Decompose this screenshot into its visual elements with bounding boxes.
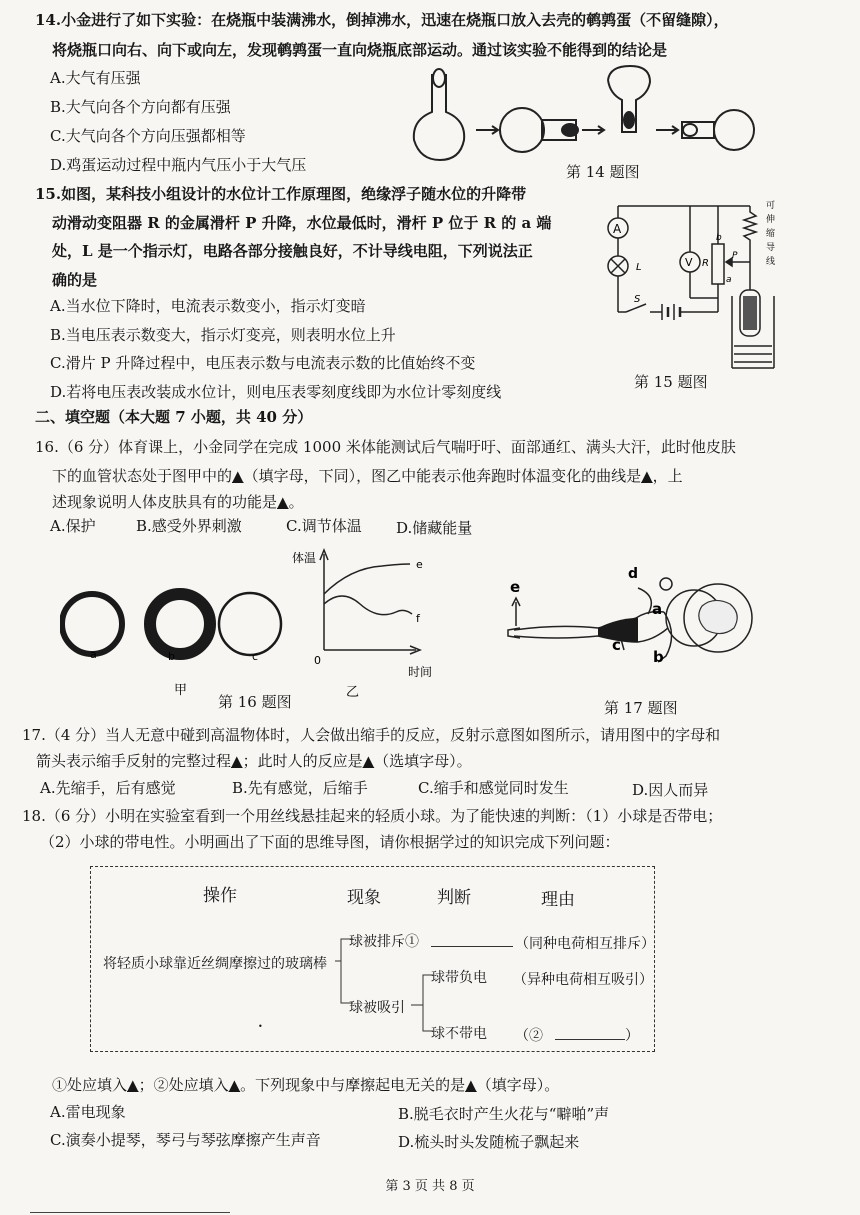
q18-fill-text-d: （填字母）。 [476,1076,560,1094]
y-axis-label: 体温 [292,551,317,565]
curve-label-f: f [416,612,420,625]
q14-option-a: A.大气有压强 [50,69,141,87]
q14-option-c: C.大气向各个方向压强都相等 [50,127,246,145]
circle-label-a: a [90,648,97,661]
q18-fill-line [52,1075,559,1095]
q16-blank-3: ▲ [277,493,289,511]
curve-e [324,564,410,594]
mindmap-dot: • [258,1022,263,1031]
q15-stem-line2: 动滑动变阻器 R 的金属滑杆 P 升降，水位最低时，滑杆 P 位于 R 的 a 端 [52,214,552,232]
q18-option-d: D.梳头时头发随梳子飘起来 [398,1133,580,1151]
page-footer: 第 3 页 共 8 页 [385,1179,475,1194]
switch-label: S [634,294,641,305]
resistor-label: R [702,258,709,269]
circle-label-b: b [168,650,175,663]
q17-option-d: D.因人而异 [632,781,709,799]
q18-option-a: A.雷电现象 [50,1103,126,1121]
reflex-label-a: a [652,600,663,618]
q17-caption: 第 17 题图 [604,699,678,717]
mindmap-neutral-reason-close: ） [625,1028,639,1044]
mindmap-operation: 将轻质小球靠近丝绸摩擦过的玻璃棒 [103,956,327,972]
q15-option-a: A.当水位下降时，电流表示数变小，指示灯变暗 [50,297,366,315]
ammeter-label: A [613,222,622,236]
reflex-label-d: d [628,566,639,582]
q18-fill-text-c: 。下列现象中与摩擦起电无关的是 [240,1076,466,1094]
q17-reflex-figure [498,566,778,688]
q15-stem-line3: 处，L 是一个指示灯，电路各部分接触良好，不计导线电阻，下列说法正 [52,242,533,260]
q17-blank-1: ▲ [231,752,243,770]
mindmap-negative: 球带负电 [431,970,487,986]
mindmap-repel: 球被排斥① [349,934,419,950]
bottom-edge-line [30,1212,230,1213]
wire-label-3: 缩 [766,229,776,239]
q17-line2-text-a: 箭头表示缩手反射的完整过程 [36,752,232,770]
q16-caption: 第 16 题图 [218,693,292,711]
yi-label: 乙 [346,685,360,700]
q17-option-b: B.先有感觉，后缩手 [232,779,368,797]
q15-option-c: C.滑片 P 升降过程中，电压表示数与电流表示数的比值始终不变 [50,354,476,372]
q18-line2: （2）小球的带电性。小明画出了下面的思维导图，请你根据学过的知识完成下列问题： [40,833,620,851]
q16-blank-2: ▲ [641,467,653,485]
q16-line3 [52,492,304,512]
q16-blank-1: ▲ [232,467,244,485]
q15-option-d: D.若将电压表改装成水位计，则电压表零刻度线即为水位计零刻度线 [50,383,502,401]
q17-option-c: C.缩手和感觉同时发生 [418,779,569,797]
q16-option-d: D.储藏能量 [396,519,473,537]
wire-label-1: 可 [766,201,776,211]
q15-option-b: B.当电压表示数变大，指示灯变亮，则表明水位上升 [50,326,396,344]
slider-label: P [732,251,738,261]
curve-f [324,596,412,615]
mindmap-header-phenomenon: 现象 [347,888,381,908]
mindmap-neutral-reason-open: （② [515,1028,543,1044]
wire-label-4: 导 [766,243,776,253]
q17-blank-2: ▲ [362,752,375,770]
q16-line2 [52,466,683,486]
mindmap-neutral: 球不带电 [431,1026,487,1042]
q18-mindmap-box [90,866,655,1052]
q18-blank-1: ▲ [127,1076,139,1094]
q14-caption: 第 14 题图 [566,163,640,181]
q16-line2-text-b: （填字母，下同），图乙中能表示他奔跑时体温变化的曲线是 [243,467,642,485]
reflex-label-b: b [653,648,664,666]
q16-line2-text-c: ，上 [652,467,683,485]
mindmap-negative-reason: （异种电荷相互吸引） [513,972,653,988]
q16-figure [60,546,460,710]
q15-stem-line4: 确的是 [52,271,98,289]
q18-line1: 18.（6 分）小明在实验室看到一个用丝线悬挂起来的轻质小球。为了能快速的判断：（1）小球是否带电； [22,807,723,825]
q17-line2-text-b: ；此时人的反应是 [242,752,363,770]
q14-flask-figure [410,64,760,172]
x-axis-label: 时间 [408,665,433,679]
origin-label: 0 [314,654,321,667]
q17-line2 [36,751,472,771]
vessel-b [150,594,210,654]
q17-line2-text-c: （选填字母）。 [374,752,472,770]
q18-fill-text-b: ；②处应填入 [138,1076,229,1094]
q15-circuit-figure [600,186,790,370]
q16-option-a: A.保护 [50,517,96,535]
q16-line3-text-b: 。 [288,493,304,511]
q16-option-c: C.调节体温 [286,517,362,535]
q15-stem-line1: 15.如图，某科技小组设计的水位计工作原理图，绝缘浮子随水位的升降带 [35,185,527,203]
voltmeter-label: V [685,256,693,269]
q15-caption: 第 15 题图 [634,373,708,391]
q14-option-b: B.大气向各个方向都有压强 [50,98,231,116]
curve-label-e: e [416,558,423,571]
q16-line1: 16.（6 分）体育课上，小金同学在完成 1000 米体能测试后气喘吁吁、面部通红、满头大汗，此时他皮肤 [35,438,736,456]
mindmap-header-reason: 理由 [541,890,575,910]
mindmap-header-judgement: 判断 [437,888,471,908]
reflex-label-c: c [612,636,621,654]
vessel-c [219,593,281,655]
mindmap-header-operation: 操作 [203,886,237,906]
q14-stem-line2: 将烧瓶口向右、向下或向左，发现鹌鹑蛋一直向烧瓶底部运动。通过该实验不能得到的结论是 [52,41,668,59]
end-a-label: a [726,275,732,285]
section2-title: 二、填空题（本大题 7 小题，共 40 分） [35,408,313,426]
q18-option-b: B.脱毛衣时产生火花与“噼啪”声 [398,1105,610,1123]
mindmap-connectors [91,867,654,1051]
mindmap-attract: 球被吸引 [349,1000,405,1016]
circle-label-c: c [252,650,259,663]
q16-line2-text-a: 下的血管状态处于图甲中的 [52,467,233,485]
q14-option-d: D.鸡蛋运动过程中瓶内气压小于大气压 [50,156,307,174]
reflex-label-e: e [510,578,521,596]
end-b-label: b [716,233,722,243]
q18-option-c: C.演奏小提琴，琴弓与琴弦摩擦产生声音 [50,1131,321,1149]
wire-label-2: 伸 [766,215,776,225]
q14-stem-line1: 14.小金进行了如下实验：在烧瓶中装满沸水，倒掉沸水，迅速在烧瓶口放入去壳的鹌鹑蛋（不留缝隙）， [35,11,729,29]
q17-line1: 17.（4 分）当人无意中碰到高温物体时，人会做出缩手的反应，反射示意图如图所示，请用图中的字母和 [22,726,721,744]
vessel-a [62,594,122,654]
jia-label: 甲 [174,683,188,698]
mindmap-repel-reason: （同种电荷相互排斥） [515,936,655,952]
wire-label-5: 线 [766,257,776,267]
q16-line3-text-a: 述现象说明人体皮肤具有的功能是 [52,493,278,511]
lamp-label: L [636,262,642,273]
q18-fill-text-a: ①处应填入 [52,1076,128,1094]
q16-option-b: B.感受外界刺激 [136,517,242,535]
q18-blank-2: ▲ [228,1076,241,1094]
q17-option-a: A.先缩手，后有感觉 [40,779,176,797]
q18-blank-3: ▲ [465,1076,477,1094]
